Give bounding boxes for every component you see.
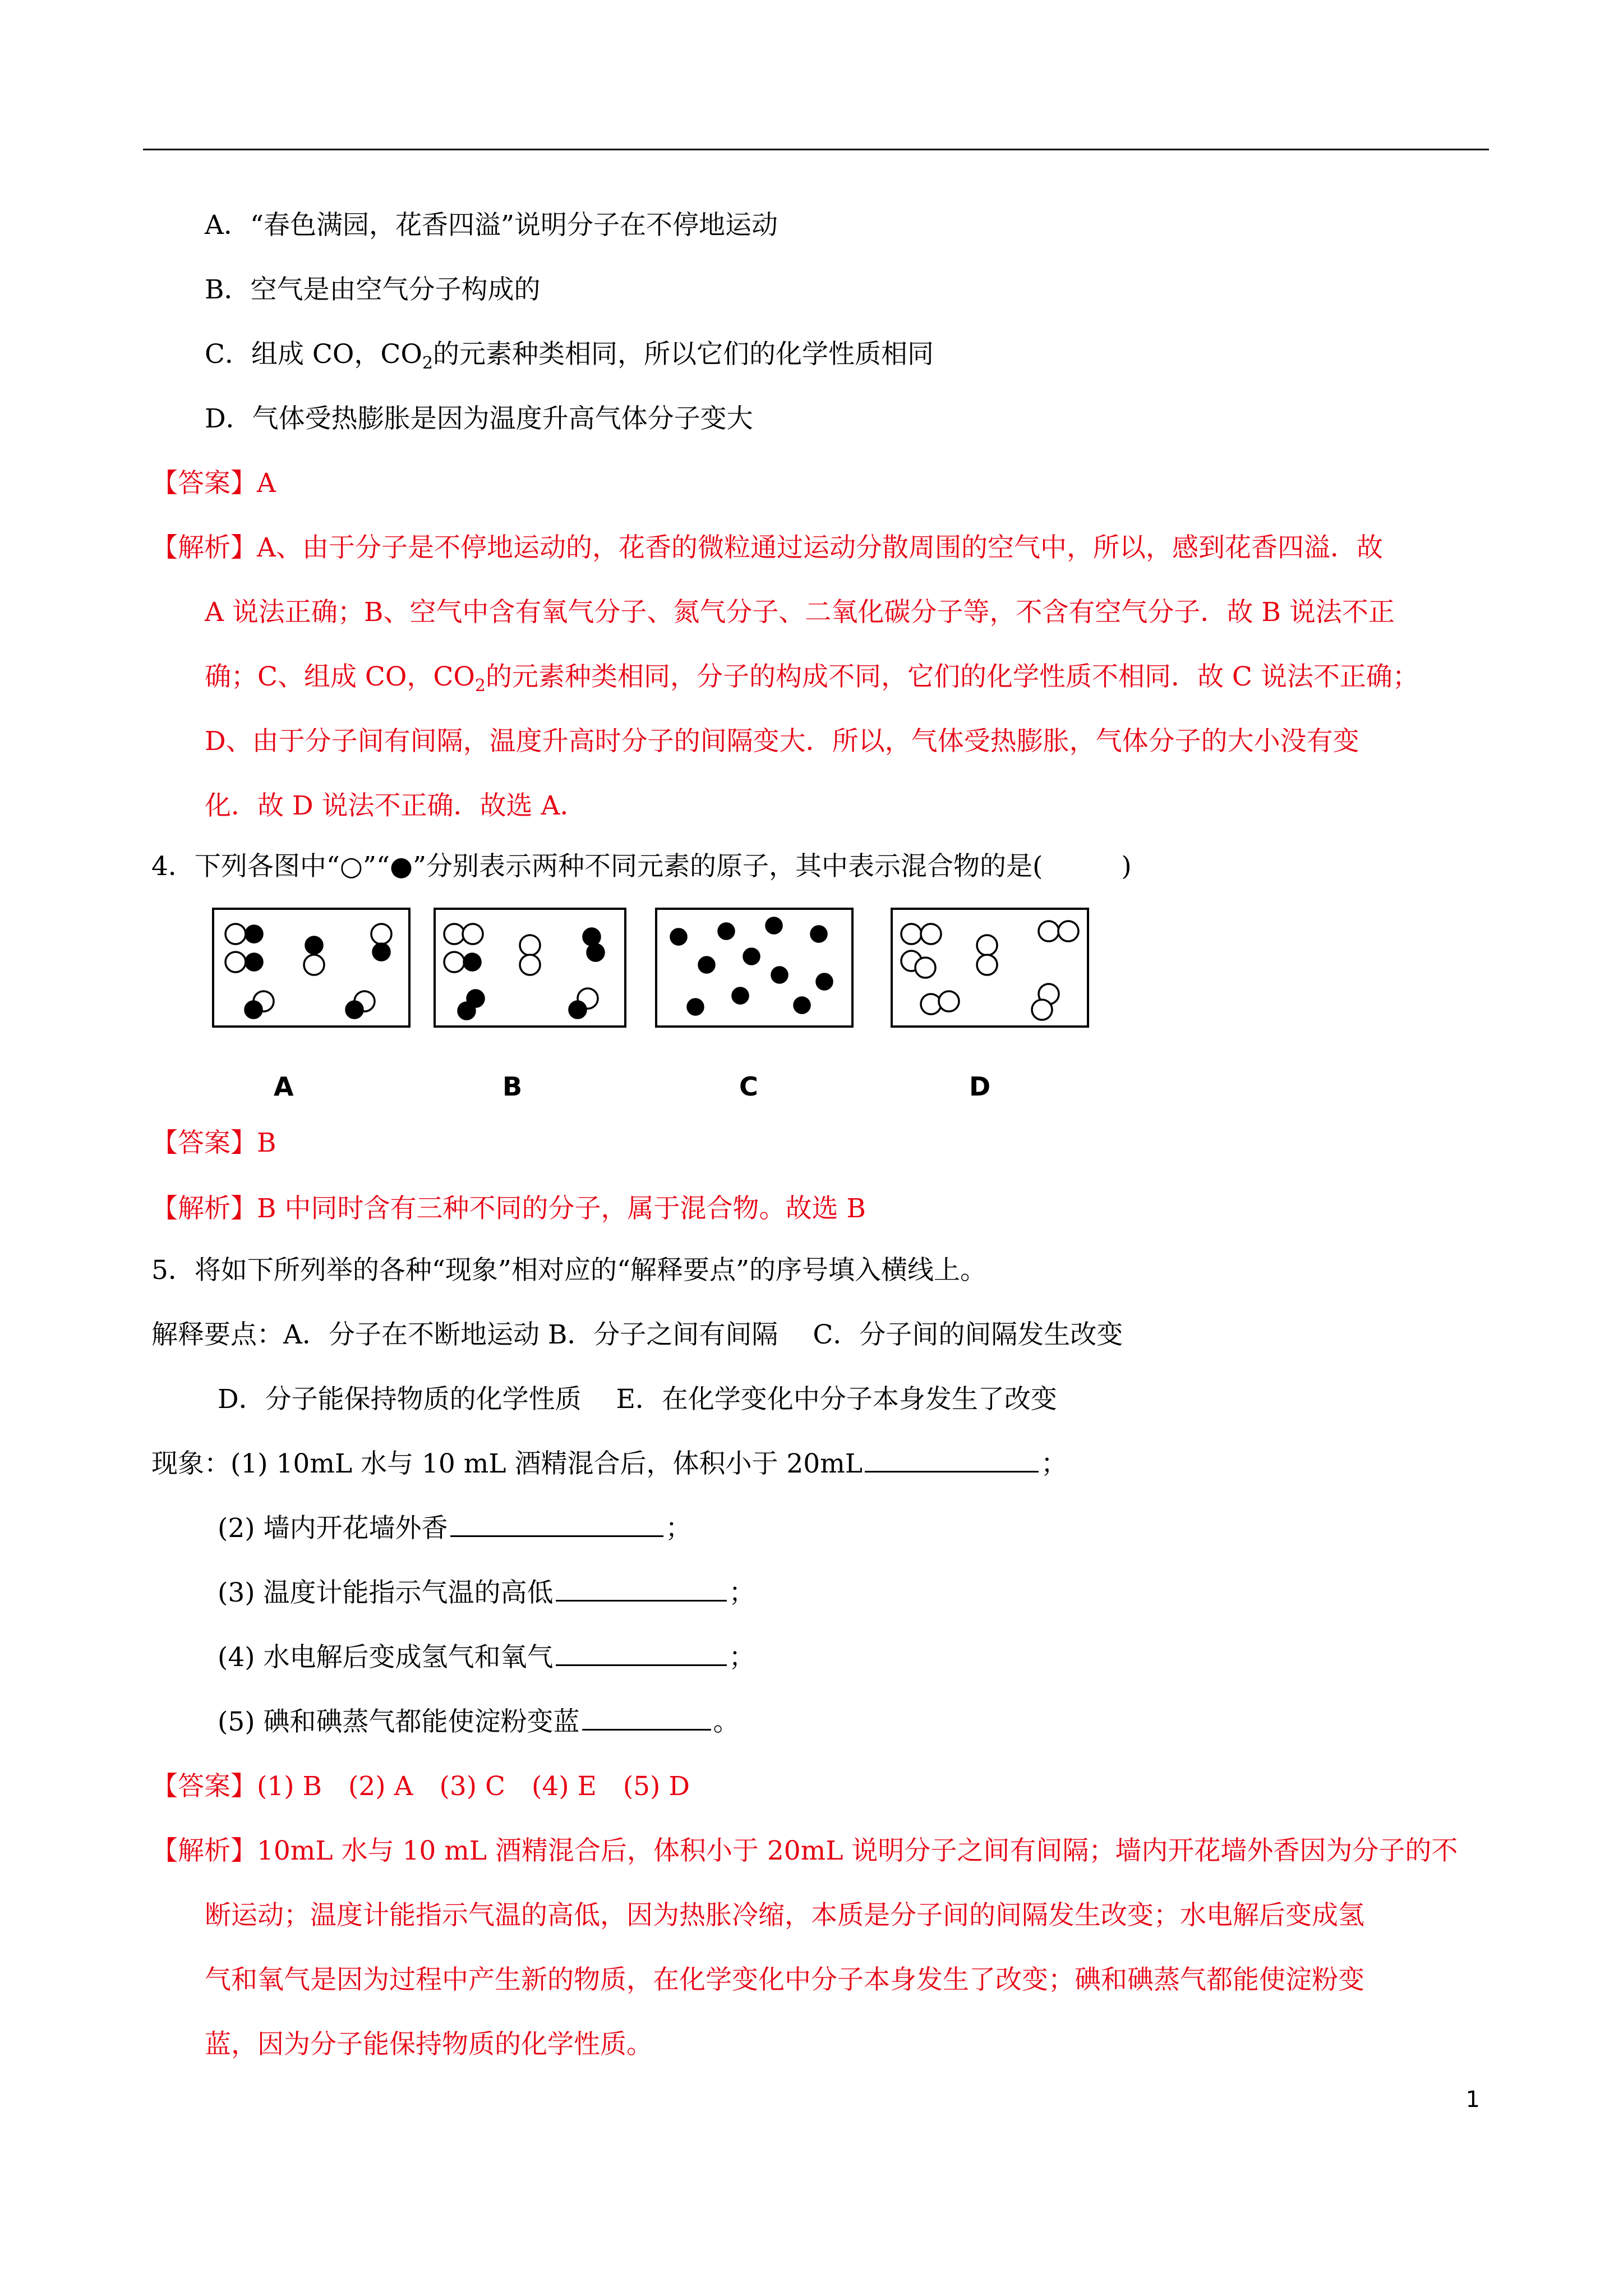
q4-stem-close: ): [1121, 851, 1132, 882]
atom-white: [225, 924, 246, 944]
atom-black: [817, 974, 832, 990]
q5-answer-value: (1) B (2) A (3) C (4) E (5) D: [257, 1771, 690, 1802]
q5-analysis-label: 【解析】: [151, 1835, 257, 1866]
atom-black: [246, 954, 262, 970]
q5-phenomenon-5: [218, 1703, 740, 1742]
figure-label-a: A: [274, 1071, 294, 1102]
q5-answer-label: 【答案】: [151, 1771, 257, 1802]
atom-black: [699, 957, 714, 973]
q4-stem: [151, 847, 1132, 886]
q4-analysis-text: B 中同时含有三种不同的分子，属于混合物。故选 B: [257, 1193, 866, 1224]
q3-option-d: D．气体受热膨胀是因为温度升高气体分子变大: [205, 403, 753, 434]
atom-white: [1039, 921, 1059, 941]
atom-white: [304, 955, 324, 975]
answer-blank-1[interactable]: [865, 1448, 1039, 1473]
atom-black: [245, 1001, 262, 1018]
atom-black: [811, 926, 827, 942]
q5-ending-3: ；: [728, 1577, 755, 1608]
atom-black: [671, 929, 686, 945]
q4-analysis: [151, 1189, 866, 1228]
atom-white: [371, 924, 391, 944]
q5-ending-1: ；: [1040, 1448, 1067, 1479]
atom-white: [901, 924, 921, 944]
atom-black: [373, 944, 390, 960]
q3-analysis-line-3: [205, 657, 1419, 706]
atom-black: [569, 1001, 586, 1018]
q4-answer-value: B: [257, 1128, 276, 1158]
atom-black: [718, 923, 734, 939]
q5-answer: [151, 1767, 690, 1806]
answer-blank-4[interactable]: [556, 1642, 727, 1666]
atom-white: [939, 991, 959, 1011]
q5-analysis-line-1: [151, 1832, 1458, 1871]
atom-white: [444, 952, 464, 972]
header-rule: [143, 149, 1489, 150]
q3-option-c: [205, 335, 934, 383]
atom-white: [520, 955, 540, 975]
q5-phenomenon-1-text: 现象：(1) 10mL 水与 10 mL 酒精混合后，体积小于 20mL: [151, 1448, 863, 1479]
atom-white: [520, 935, 540, 955]
atom-white: [921, 994, 941, 1014]
atom-black: [772, 967, 787, 983]
q5-analysis-line-4: 蓝，因为分子能保持物质的化学性质。: [205, 2029, 653, 2060]
q3-analysis-line-1: [151, 528, 1383, 568]
q3-analysis-l3-post: 的元素种类相同，分子的构成不同，它们的化学性质不相同．故 C 说法不正确；: [485, 661, 1419, 692]
figure-label-c: C: [739, 1071, 758, 1102]
q3-analysis-line-5: 化．故 D 说法不正确．故选 A．: [205, 790, 587, 821]
q3-answer-value: A: [257, 468, 276, 499]
q3-option-c-post: 的元素种类相同，所以它们的化学性质相同: [432, 339, 934, 370]
atom-black: [732, 988, 748, 1004]
atom-white: [444, 924, 464, 944]
q5-ending-5: 。: [713, 1706, 740, 1737]
atom-black: [587, 944, 604, 961]
atom-white: [977, 955, 997, 975]
atom-black: [246, 926, 262, 942]
atom-black: [464, 954, 481, 970]
figure-label-b: B: [502, 1071, 523, 1102]
q3-option-c-sub: 2: [422, 353, 433, 373]
atom-white: [225, 952, 246, 972]
q3-answer-label: 【答案】: [151, 468, 257, 499]
answer-blank-5[interactable]: [582, 1706, 711, 1731]
answer-blank-2[interactable]: [450, 1513, 663, 1537]
q5-points-line-1: 解释要点：A．分子在不断地运动 B．分子之间有间隔 C．分子间的间隔发生改变: [151, 1319, 1123, 1350]
q5-phenomenon-4-text: (4) 水电解后变成氢气和氧气: [218, 1642, 554, 1673]
figure-label-d: D: [969, 1071, 991, 1102]
q5-stem: 5．将如下所列举的各种“现象”相对应的“解释要点”的序号填入横线上。: [151, 1255, 987, 1286]
q5-ending-4: ；: [728, 1642, 755, 1673]
atom-black: [306, 937, 322, 954]
q5-analysis-line-3: 气和氧气是因为过程中产生新的物质，在化学变化中分子本身发生了改变；碘和碘蒸气都能使淀粉变: [205, 1964, 1364, 1995]
q4-answer-label: 【答案】: [151, 1128, 257, 1158]
q3-option-a: A．“春色满园，花香四溢”说明分子在不停地运动: [205, 210, 778, 241]
q3-analysis-l3-sub: 2: [474, 676, 486, 696]
atom-white: [1032, 1000, 1052, 1020]
atom-white: [463, 924, 483, 944]
q3-answer: [151, 464, 276, 503]
q5-phenomenon-3: [218, 1573, 755, 1613]
q3-analysis-line-2: A 说法正确；B、空气中含有氧气分子、氮气分子、二氧化碳分子等，不含有空气分子．故 B 说法不正: [205, 597, 1395, 628]
page-number: 1: [1465, 2087, 1480, 2113]
atom-white: [915, 958, 935, 978]
q3-option-b: B．空气是由空气分子构成的: [205, 274, 541, 305]
atom-black: [583, 928, 600, 945]
q4-stem-text: 4．下列各图中“○”“●”分别表示两种不同元素的原子，其中表示混合物的是(: [151, 851, 1043, 882]
q5-phenomenon-2: [218, 1509, 692, 1548]
q3-analysis-label: 【解析】: [151, 532, 257, 563]
q4-answer: [151, 1124, 276, 1163]
atom-white: [921, 924, 941, 944]
answer-blank-3[interactable]: [556, 1577, 727, 1602]
q4-analysis-label: 【解析】: [151, 1193, 257, 1224]
q5-phenomenon-4: [218, 1638, 755, 1677]
q5-analysis-line-2: 断运动；温度计能指示气温的高低，因为热胀冷缩，本质是分子间的间隔发生改变；水电解后变成氢: [205, 1900, 1364, 1931]
q5-points-line-2: D．分子能保持物质的化学性质 E．在化学变化中分子本身发生了改变: [218, 1384, 1057, 1415]
q5-analysis-text-1: 10mL 水与 10 mL 酒精混合后，体积小于 20mL 说明分子之间有间隔；墙内开花墙外香因为分子的不: [257, 1835, 1458, 1866]
q5-phenomenon-5-text: (5) 碘和碘蒸气都能使淀粉变蓝: [218, 1706, 580, 1737]
atom-black: [458, 1002, 475, 1019]
atom-white: [977, 935, 997, 955]
q3-analysis-l3-pre: 确；C、组成 CO，CO: [205, 661, 475, 692]
q5-phenomenon-2-text: (2) 墙内开花墙外香: [218, 1513, 448, 1544]
atom-black: [794, 997, 810, 1013]
atom-black: [766, 918, 782, 933]
atom-black: [744, 949, 759, 964]
q3-analysis-line-4: D、由于分子间有间隔，温度升高时分子的间隔变大．所以，气体受热膨胀，气体分子的大小没有变: [205, 726, 1359, 757]
q5-ending-2: ；: [665, 1513, 692, 1544]
atom-white: [1058, 921, 1078, 941]
q5-phenomenon-3-text: (3) 温度计能指示气温的高低: [218, 1577, 554, 1608]
q3-option-c-pre: C．组成 CO，CO: [205, 339, 422, 370]
atom-black: [688, 999, 703, 1015]
q3-analysis-text-1: A、由于分子是不停地运动的，花香的微粒通过运动分散周围的空气中，所以，感到花香四溢．故: [257, 532, 1383, 563]
q5-phenomenon-1: [151, 1444, 1067, 1484]
molecule-diagram-figure: [208, 903, 1105, 1105]
atom-black: [346, 1001, 363, 1018]
